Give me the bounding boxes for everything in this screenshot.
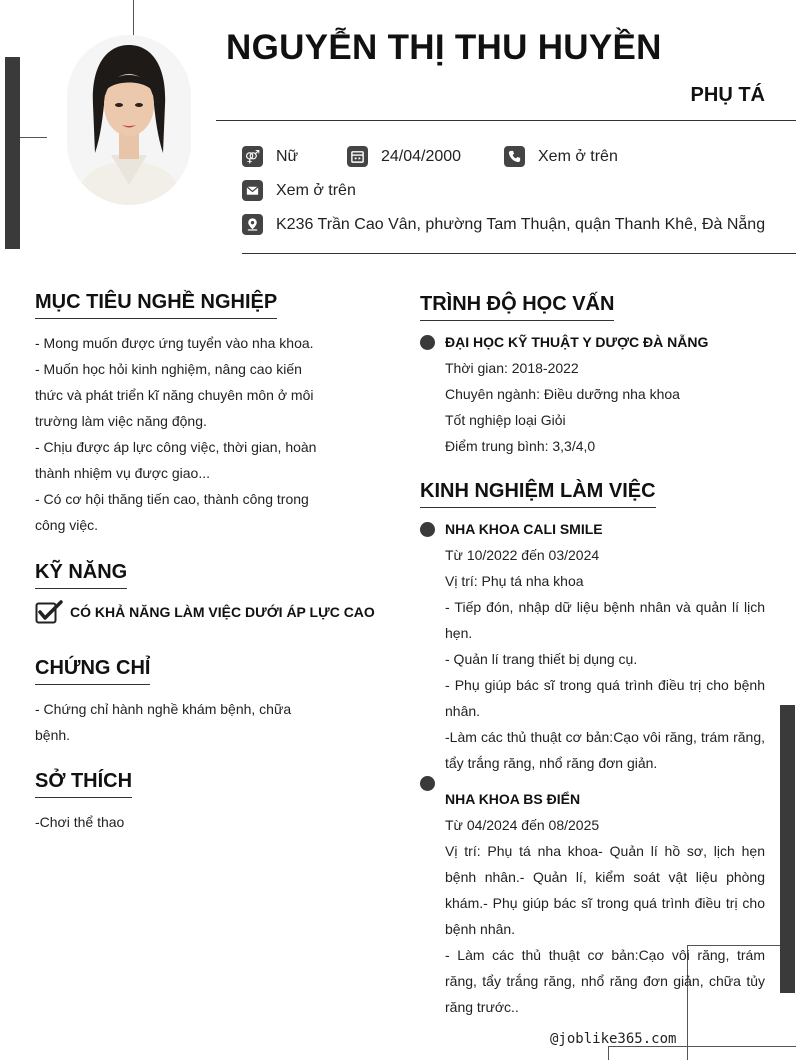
- education-line: Chuyên ngành: Điều dưỡng nha khoa: [445, 386, 680, 402]
- education-title: TRÌNH ĐỘ HỌC VẤN: [420, 293, 614, 321]
- checkbox-checked-icon: [35, 600, 63, 624]
- company-name: NHA KHOA CALI SMILE: [445, 521, 603, 537]
- skill-item: [35, 600, 375, 624]
- education-line: Tốt nghiệp loại Giỏi: [445, 412, 566, 428]
- job-entry-2: [445, 786, 765, 1020]
- location-pin-icon: [242, 214, 263, 235]
- job-line: Từ 04/2024 đến 08/2025: [445, 817, 600, 833]
- contact-phone: [504, 146, 618, 167]
- right-decor-bar: [780, 705, 795, 993]
- contact-email: [242, 180, 356, 201]
- certificate-line: bệnh.: [35, 727, 71, 743]
- profile-photo: [67, 35, 191, 205]
- experience-title: KINH NGHIỆM LÀM VIỆC: [420, 480, 656, 508]
- hobby-line: -Chơi thể thao: [35, 814, 125, 830]
- job-line: Từ 10/2022 đến 03/2024: [445, 547, 600, 563]
- objective-line: - Chịu được áp lực công việc, thời gian, hoàn: [35, 439, 317, 455]
- certificates-title: CHỨNG CHỈ: [35, 657, 150, 685]
- objective-title: MỤC TIÊU NGHỀ NGHIỆP: [35, 291, 277, 319]
- candidate-name: NGUYỄN THỊ THU HUYỀN: [226, 28, 662, 67]
- job-line: - Làm các thủ thuật cơ bản:Cạo vôi răng, trám răng, tẩy trắng răng, nhổ răng đơn giản, chữa tủy răng trước..: [445, 947, 765, 1015]
- header-divider: [216, 120, 796, 121]
- calendar-icon: [347, 146, 368, 167]
- skills-title: KỸ NĂNG: [35, 561, 127, 589]
- job-entry-1: [445, 516, 765, 776]
- left-decor-hline: [20, 137, 47, 138]
- education-bullet: [420, 335, 435, 350]
- objective-line: - Có cơ hội thăng tiến cao, thành công trong: [35, 491, 309, 507]
- job-bullet: [420, 776, 435, 791]
- mail-icon: [242, 180, 263, 201]
- education-line: Thời gian: 2018-2022: [445, 360, 579, 376]
- certificate-line: - Chứng chỉ hành nghề khám bệnh, chữa: [35, 701, 292, 717]
- education-line: Điểm trung bình: 3,3/4,0: [445, 438, 596, 454]
- phone-value: Xem ở trên: [538, 147, 618, 165]
- contact-address: [242, 214, 765, 235]
- objective-line: - Muốn học hỏi kinh nghiệm, nâng cao kiến: [35, 361, 302, 377]
- objective-text: [35, 330, 335, 538]
- objective-line: trường làm việc năng động.: [35, 413, 207, 429]
- company-name: NHA KHOA BS ĐIỂN: [445, 791, 581, 807]
- gender-value: Nữ: [276, 147, 299, 165]
- objective-line: công việc.: [35, 517, 99, 533]
- contact-divider: [242, 253, 796, 254]
- education-entry: [445, 329, 765, 459]
- email-value: Xem ở trên: [276, 181, 356, 199]
- job-line: - Tiếp đón, nhập dữ liệu bệnh nhân và quản lí lịch hẹn.: [445, 599, 765, 641]
- job-line: - Quản lí trang thiết bị dụng cụ.: [445, 651, 638, 667]
- watermark-text: @joblike365.com: [550, 1031, 677, 1047]
- job-role: PHỤ TÁ: [690, 84, 765, 106]
- skill-label: CÓ KHẢ NĂNG LÀM VIỆC DƯỚI ÁP LỰC CAO: [70, 604, 375, 620]
- top-decor-line: [133, 0, 134, 36]
- address-value: K236 Trần Cao Vân, phường Tam Thuận, quận Thanh Khê, Đà Nẵng: [276, 215, 766, 233]
- school-name: ĐẠI HỌC KỸ THUẬT Y DƯỢC ĐÀ NẴNG: [445, 334, 709, 350]
- job-bullet: [420, 522, 435, 537]
- objective-line: thành nhiệm vụ được giao...: [35, 465, 210, 481]
- objective-line: thức và phát triển kĩ năng chuyên môn ở môi: [35, 387, 314, 403]
- gender-icon: ⚤: [242, 146, 263, 167]
- corner-decor-v2: [608, 1046, 609, 1060]
- phone-icon: [504, 146, 525, 167]
- contact-gender: [242, 146, 298, 167]
- job-line: Vị trí: Phụ tá nha khoa: [445, 573, 584, 589]
- job-line: - Phụ giúp bác sĩ trong quá trình điều trị cho bệnh nhân.: [445, 677, 765, 719]
- certificates-text: [35, 696, 335, 748]
- left-decor-bar: [5, 57, 20, 249]
- job-line: -Làm các thủ thuật cơ bản:Cạo vôi răng, trám răng, tẩy trắng răng, nhổ răng đơn giản.: [445, 729, 765, 771]
- birthday-value: 24/04/2000: [381, 147, 462, 165]
- contact-birthday: [347, 146, 461, 167]
- hobbies-text: [35, 809, 335, 835]
- job-line: Vị trí: Phụ tá nha khoa- Quản lí hồ sơ, lịch hẹn bệnh nhân.- Quản lí, kiểm soát vật liệu phòng khám.- Phụ giúp bác sĩ trong quá trình điều trị cho bệnh nhân.: [445, 843, 765, 937]
- objective-line: - Mong muốn được ứng tuyển vào nha khoa.: [35, 335, 314, 351]
- hobbies-title: SỞ THÍCH: [35, 770, 132, 798]
